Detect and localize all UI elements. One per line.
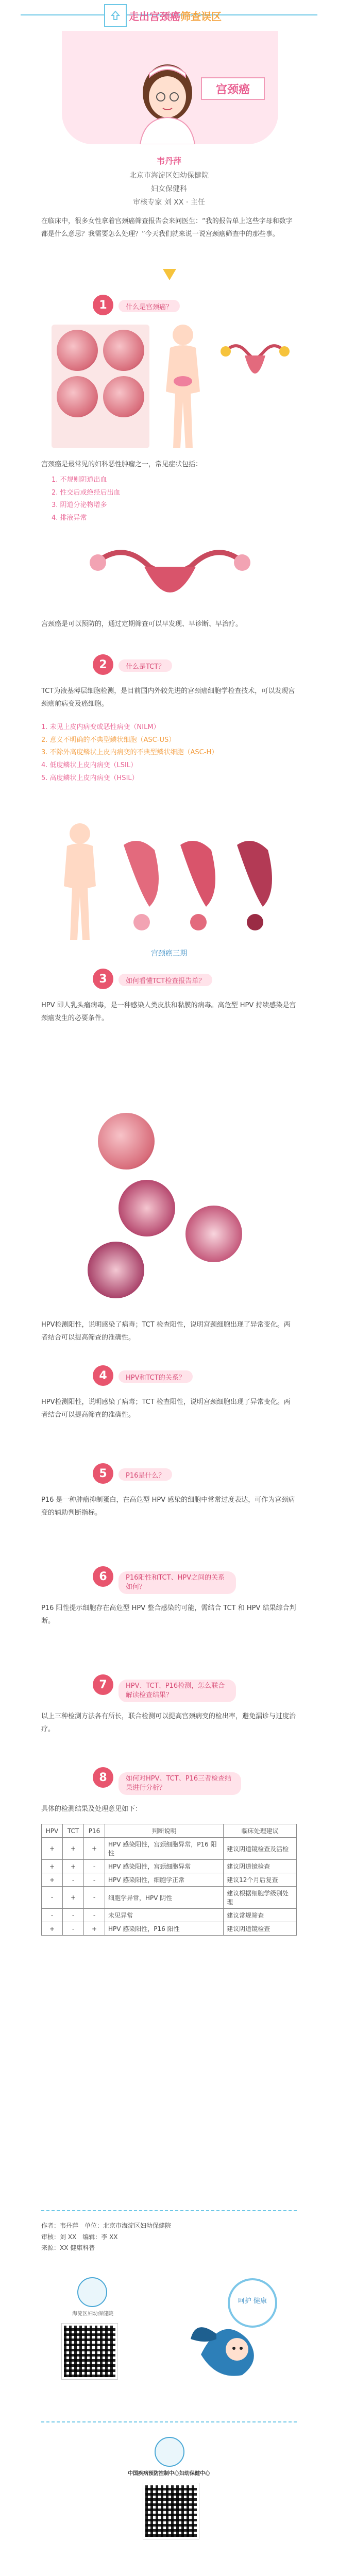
section-title: P16是什么？ (119, 1468, 172, 1481)
stages-uterus-row (119, 829, 283, 933)
table-cell: 建议12个月后复查 (224, 1873, 297, 1887)
swallow-mascot-illustration (185, 2272, 289, 2391)
section-6-heading (93, 1566, 245, 1592)
female-figure-illustration (155, 319, 211, 453)
microscopy-image (119, 1180, 175, 1236)
stages-caption: 宫颈癌三期 (151, 950, 187, 958)
list-item: 2. 意义不明确的不典型鳞状细胞（ASC-US） (41, 736, 176, 744)
table-cell: 建议阴道镜检查及活检 (224, 1838, 297, 1860)
section-5-paragraph: P16 是一种肿瘤抑制蛋白，在高危型 HPV 感染的细胞中常常过度表达，可作为宫颈病变的辅助判断指标。 (41, 1496, 295, 1517)
table-cell: HPV 感染阳性，宫颈细胞异常 (105, 1860, 224, 1873)
section-number: 3 (93, 969, 113, 989)
author-unit: 北京市海淀区妇幼保健院 (129, 172, 209, 180)
table-cell: 未见异常 (105, 1909, 224, 1922)
author-dept: 妇女保健科 (151, 185, 187, 193)
doctor-illustration (129, 57, 206, 144)
table-cell: - (63, 1909, 84, 1922)
author-review: 审核专家 刘 XX · 主任 (133, 198, 205, 207)
banner-title (129, 8, 222, 23)
section-number: 6 (93, 1566, 113, 1587)
list-item: 3. 阴道分泌物增多 (52, 501, 107, 510)
section-number: 2 (93, 654, 113, 675)
intro-paragraph: 在临床中，很多女性拿着宫颈癌筛查报告会来问医生：“我的报告单上这些字母和数字都是什么意思？我需要怎么处理？”今天我们就来说一说宫颈癌筛查中的那些事。 (41, 217, 293, 238)
section-6-paragraph: P16 阳性提示细胞存在高危型 HPV 整合感染的可能，需结合 TCT 和 HPV 结果综合判断。 (41, 1604, 296, 1625)
table-row (42, 1887, 297, 1909)
uterus-illustration (216, 335, 294, 397)
section-title: HPV、TCT、P16检测，怎么联合解读检查结果？ (119, 1680, 236, 1702)
table-cell: + (42, 1922, 63, 1936)
uterus-anatomy-image (88, 536, 252, 613)
table-header: 判断说明 (105, 1824, 224, 1838)
table-cell: - (63, 1922, 84, 1936)
section-title: HPV和TCT的关系？ (119, 1370, 193, 1383)
footer-divider (41, 2210, 297, 2211)
tct-result-list (41, 721, 297, 785)
table-cell: 细胞学异常，HPV 阴性 (105, 1887, 224, 1909)
microscopy-image (98, 1113, 155, 1170)
table-cell: HPV 感染阳性，宫颈细胞异常，P16 阳性 (105, 1838, 224, 1860)
table-row (42, 1909, 297, 1922)
table-cell: + (63, 1860, 84, 1873)
section-3-heading (93, 969, 245, 989)
qr-code-icon (62, 2324, 117, 2379)
section-7-paragraph: 以上三种检测方法各有所长，联合检测可以提高宫颈病变的检出率，避免漏诊与过度治疗。 (41, 1713, 296, 1733)
table-cell: + (84, 1922, 105, 1936)
table-cell: - (42, 1887, 63, 1909)
down-arrow-icon (162, 268, 177, 281)
table-cell: - (84, 1909, 105, 1922)
section-3-paragraph: HPV 即人乳头瘤病毒，是一种感染人类皮肤和黏膜的病毒。高危型 HPV 持续感染是宫颈癌发生的必要条件。 (41, 1002, 296, 1022)
section-title: 如何看懂TCT检查报告单？ (119, 974, 212, 986)
cell-microscopy-figure (77, 1113, 261, 1309)
footer-line: 审核：刘 XX 编辑：李 XX (41, 2233, 118, 2241)
section-7-heading (93, 1674, 245, 1700)
table-cell: 建议常规筛查 (224, 1909, 297, 1922)
section-number: 8 (93, 1767, 113, 1788)
hospital-name: 海淀区妇幼保健院 (72, 2311, 113, 2317)
section-2-paragraph: TCT为液基薄层细胞检测，是目前国内外较先进的宫颈癌细胞学检查技术，可以发现宫颈癌前病变及癌细胞。 (41, 687, 295, 708)
table-header-row (42, 1824, 297, 1838)
banner-title-part1: 走出宫颈癌 (129, 10, 180, 23)
section-1-paragraph-2: 宫颈癌是可以预防的，通过定期筛查可以早发现、早诊断、早治疗。 (41, 620, 243, 628)
table-header: 临床处理建议 (224, 1824, 297, 1838)
banner-title-part2: 筛查误区 (180, 10, 222, 23)
footer-credits (41, 2221, 297, 2254)
microscopy-image (185, 1206, 242, 1262)
mch-center-logo-icon (155, 2437, 184, 2467)
hospital-logo-icon (77, 2277, 107, 2307)
section-2-heading (93, 654, 245, 675)
list-item: 5. 高度鳞状上皮内病变（HSIL） (41, 774, 139, 782)
cervix-photos (52, 325, 149, 448)
table-row (42, 1922, 297, 1936)
author-name: 韦丹萍 (156, 156, 181, 166)
list-item: 1. 未见上皮内病变或恶性病变（NILM） (41, 723, 160, 731)
table-cell: 建议根据细胞学级别处理 (224, 1887, 297, 1909)
table-cell: - (84, 1860, 105, 1873)
section-5-heading (93, 1463, 245, 1484)
section-number: 4 (93, 1365, 113, 1386)
hero-badge: 宫颈癌 (201, 77, 265, 100)
table-cell: - (84, 1887, 105, 1909)
section-title: 什么是宫颈癌？ (119, 300, 180, 312)
table-cell: 建议阴道镜检查 (224, 1860, 297, 1873)
result-table (41, 1824, 297, 1936)
footer-line: 来源：XX 健康科普 (41, 2244, 95, 2252)
mch-center-name: 中国疾病预防控制中心妇幼保健中心 (128, 2471, 210, 2477)
table-cell: + (42, 1838, 63, 1860)
table-cell: + (42, 1873, 63, 1887)
section-title: P16阳性和TCT、HPV之间的关系如何？ (119, 1571, 236, 1594)
table-cell: 建议阴道镜检查 (224, 1922, 297, 1936)
table-cell: + (63, 1887, 84, 1909)
section-1-paragraph: 宫颈癌是最常见的妇科恶性肿瘤之一，常见症状包括： (41, 461, 202, 468)
table-header: P16 (84, 1824, 105, 1838)
list-item: 3. 不除外高度鳞状上皮内病变的不典型鳞状细胞（ASC-H） (41, 749, 218, 757)
table-cell: + (63, 1838, 84, 1860)
list-item: 2. 性交后或绝经后出血 (52, 488, 121, 497)
cancer-stages-figure (52, 819, 286, 943)
section-title: 如何对HPV、TCT、P16三者检查结果进行分析？ (119, 1772, 241, 1795)
list-item: 4. 排液异常 (52, 514, 87, 522)
section-8-heading (93, 1767, 245, 1793)
section-3-paragraph-2: HPV检测阳性，说明感染了病毒；TCT 检查阳性，说明宫颈细胞出现了异常变化。两者结合可以提高筛查的准确性。 (41, 1321, 291, 1342)
section-title: 什么是TCT？ (119, 659, 172, 672)
section-4-heading (93, 1365, 245, 1386)
table-row (42, 1838, 297, 1860)
table-cell: - (84, 1873, 105, 1887)
list-item: 4. 低度鳞状上皮内病变（LSIL） (41, 761, 138, 770)
footer-divider (41, 2421, 297, 2422)
microscopy-image (88, 1242, 144, 1298)
footer-line: 作者：韦丹萍 单位：北京市海淀区妇幼保健院 (41, 2222, 172, 2229)
symptom-list (52, 474, 307, 525)
list-item: 1. 不规则阴道出血 (52, 476, 107, 484)
table-cell: - (42, 1909, 63, 1922)
table-cell: - (63, 1873, 84, 1887)
mascot-slogan: 呵护 健康 (238, 2297, 267, 2305)
table-cell: + (84, 1838, 105, 1860)
section-1-heading (93, 295, 245, 315)
table-cell: + (42, 1860, 63, 1873)
top-banner (0, 0, 338, 31)
table-cell: HPV 感染阳性，P16 阳性 (105, 1922, 224, 1936)
section-number: 7 (93, 1674, 113, 1695)
table-cell: HPV 感染阳性，细胞学正常 (105, 1873, 224, 1887)
up-arrow-icon (104, 4, 127, 27)
table-row (42, 1860, 297, 1873)
table-row (42, 1873, 297, 1887)
section-4-paragraph: HPV检测阳性，说明感染了病毒；TCT 检查阳性，说明宫颈细胞出现了异常变化。两者结合可以提高筛查的准确性。 (41, 1398, 291, 1419)
section-number: 1 (93, 295, 113, 315)
section-number: 5 (93, 1463, 113, 1484)
table-intro: 具体的检测结果及处理意见如下： (41, 1805, 142, 1813)
table-header: HPV (42, 1824, 63, 1838)
female-figure-illustration (52, 819, 108, 943)
qr-code-icon (143, 2483, 199, 2539)
table-header: TCT (63, 1824, 84, 1838)
